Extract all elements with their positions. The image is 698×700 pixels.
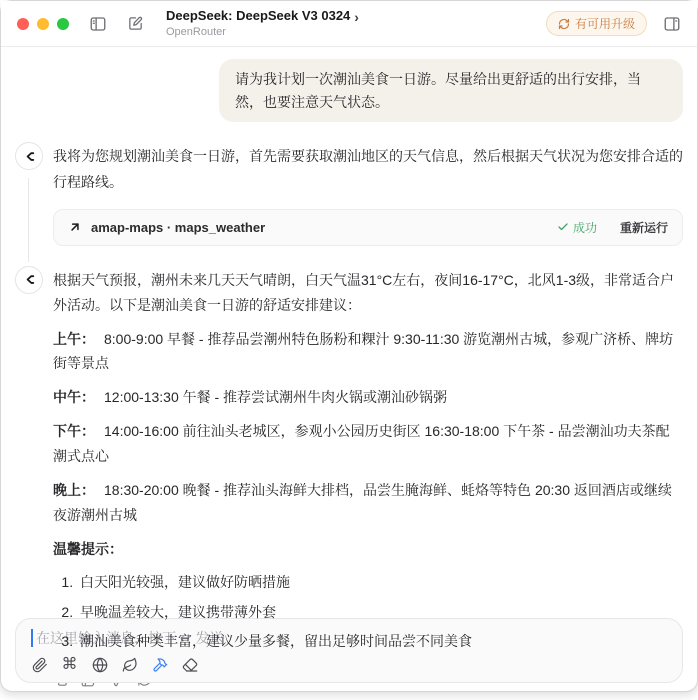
rerun-button[interactable]: 重新运行 — [619, 220, 668, 235]
provider-subtitle: OpenRouter — [166, 25, 226, 38]
upgrade-label: 有可用升级 — [574, 17, 635, 31]
schedule-evening: 晚上： 18:30-20:00 晚餐 - 推荐汕头海鲜大排档，品尝生腌海鲜、蚝烙等特色 20:30 返回酒店或继续夜游潮州古城 — [53, 482, 672, 523]
openrouter-logo-icon — [22, 149, 37, 164]
model-title: DeepSeek: DeepSeek V3 0324 — [166, 8, 351, 24]
assistant-message-group — [15, 266, 683, 681]
reply-intro: 根据天气预报，潮州未来几天天气晴朗，白天气温31°C左右，夜间16-17°C，北风1-3级，非常适合户外活动。以下是潮汕美食一日游的舒适安排建议： — [53, 271, 675, 313]
tool-call-name: amap-maps · maps_weather — [91, 219, 266, 235]
openrouter-logo-icon — [22, 272, 37, 287]
tool-call-card[interactable] — [53, 209, 683, 246]
compose-icon[interactable] — [127, 15, 144, 32]
upgrade-refresh-icon — [558, 18, 570, 30]
assistant-message-row — [15, 142, 683, 194]
panel-left-icon[interactable] — [89, 15, 107, 33]
avatar — [15, 266, 43, 294]
titlebar — [1, 1, 697, 47]
model-selector[interactable] — [166, 9, 359, 39]
schedule-afternoon: 下午： 14:00-16:00 前往汕头老城区，参观小公园历史街区 16:30-18:00 下午茶 - 品尝潮汕功夫茶配潮式点心 — [53, 423, 670, 465]
traffic-lights — [17, 18, 69, 30]
close-window-button[interactable] — [17, 18, 29, 30]
check-icon — [557, 221, 569, 233]
tool-status-label: 成功 — [572, 220, 597, 235]
minimize-window-button[interactable] — [37, 18, 49, 30]
list-item: 1. 白天阳光较强，建议做好防晒措施 — [77, 571, 683, 595]
tool-status-badge — [557, 219, 597, 236]
chat-scroll-area[interactable] — [1, 47, 697, 650]
zoom-window-button[interactable] — [57, 18, 69, 30]
assistant-reply-markdown — [53, 266, 683, 660]
assistant-intro-text: 我将为您规划潮汕美食一日游，首先需要获取潮汕地区的天气信息，然后根据天气状况为您安排合适的行程路线。 — [53, 148, 683, 190]
panel-right-icon[interactable] — [663, 15, 681, 33]
chevron-right-icon: › — [354, 8, 359, 25]
upgrade-available-button[interactable] — [546, 11, 647, 36]
user-message-row — [15, 59, 683, 122]
avatar — [15, 142, 43, 170]
list-item: 3. 潮汕美食种类丰富，建议少量多餐，留出足够时间品尝不同美食 — [77, 630, 683, 654]
assistant-message-row — [15, 266, 683, 660]
command-icon[interactable]: ⌘ — [61, 655, 78, 673]
arrow-up-right-icon — [68, 220, 82, 234]
schedule-noon: 中午： 12:00-13:30 午餐 - 推荐尝试潮州牛肉火锅或潮汕砂锅粥 — [53, 389, 448, 406]
list-item: 2. 早晚温差较大，建议携带薄外套 — [77, 601, 683, 625]
user-message-bubble: 请为我计划一次潮汕美食一日游。尽量给出更舒适的出行安排，当然，也要注意天气状态。 — [219, 59, 683, 122]
assistant-message-group — [15, 142, 683, 245]
tips-title: 温馨提示： — [53, 540, 123, 557]
tips-list — [53, 571, 683, 654]
schedule-morning: 上午： 8:00-9:00 早餐 - 推荐品尝潮州特色肠粉和粿汁 9:30-11:30 游览潮州古城，参观广济桥、牌坊街等景点 — [53, 330, 674, 372]
